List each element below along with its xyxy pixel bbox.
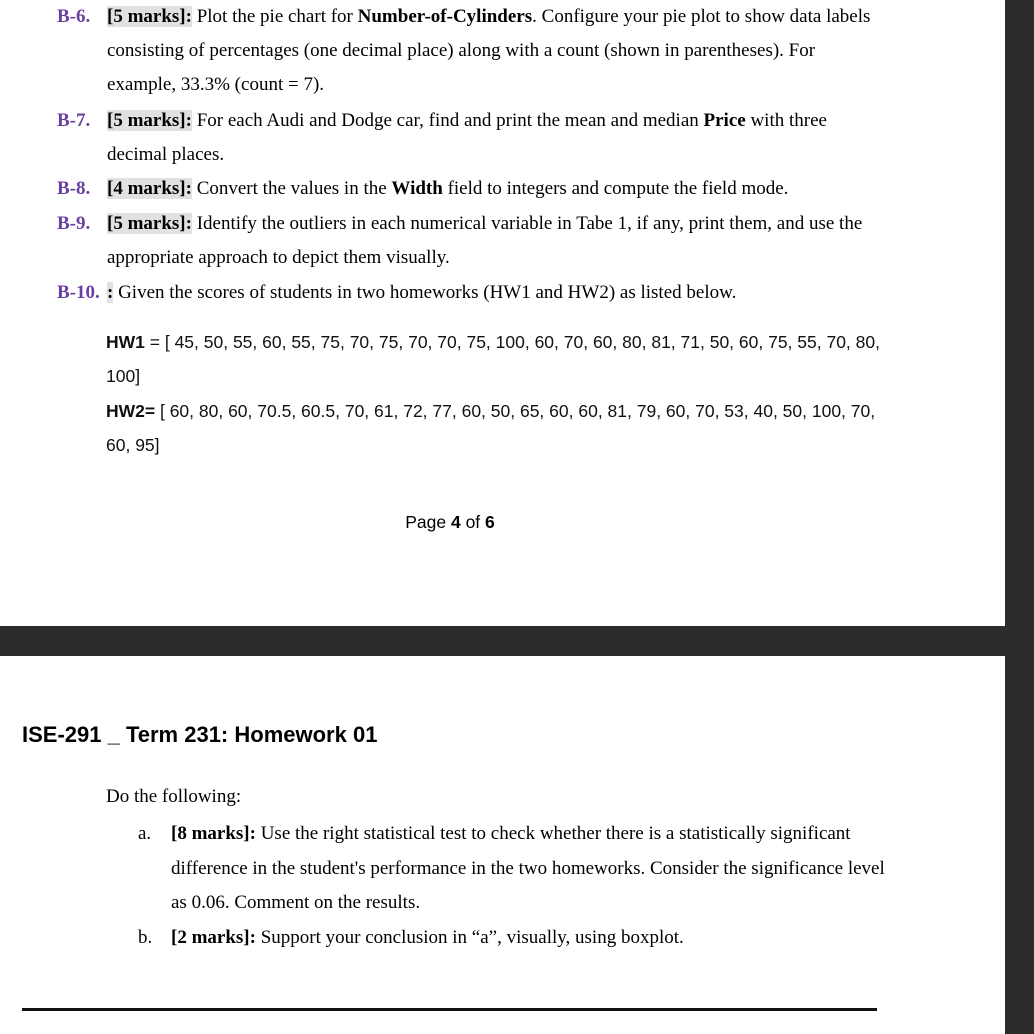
question-number: B-6. [57,6,91,27]
field-name: Width [391,178,443,199]
question-text: field to integers and compute the field mode. [442,178,789,199]
question-text: Given the scores of students in two homeworks (HW1 and HW2) as listed below. [113,282,737,303]
hw2-label: HW2= [106,401,156,421]
item-letter: b. [138,927,153,948]
marks-label: [2 marks]: [171,927,256,948]
marks-label: : [107,282,114,303]
item-letter: a. [138,823,152,844]
page-footer [0,512,900,533]
viewer-scrollbar-area[interactable] [1005,0,1034,1034]
hw1-scores [106,325,886,393]
total-page-count: 6 [485,512,495,532]
question-number: B-8. [57,178,91,199]
footer-of-label: of [460,512,486,532]
question-number: B-9. [57,213,91,234]
page-separator [0,626,1005,656]
hw1-values: [ 45, 50, 55, 60, 55, 75, 70, 75, 70, 70, 75, 100, 60, 70, 60, 80, 81, 71, 50, 60, 75, 55, 70, 80, 100] [106,332,880,386]
item-text: Support your conclusion in “a”, visually, using boxplot. [255,927,684,948]
item-text: Use the right statistical test to check whether there is a statistically significant difference in the student's performance in the two homeworks. Consider the significance level as 0.06. Comment on the results. [171,823,885,913]
field-name: Number-of-Cylinders [357,6,533,27]
current-page-number: 4 [450,512,461,532]
question-text: Plot the pie chart for [191,6,358,27]
hw2-values: [ 60, 80, 60, 70.5, 60.5, 70, 61, 72, 77, 60, 50, 65, 60, 60, 81, 79, 60, 70, 53, 40, 50, 100, 70, 60, 95] [106,401,876,455]
question-number: B-10. [57,282,100,303]
hw2-scores [106,394,886,462]
hw1-separator: = [144,332,165,352]
marks-label: [5 marks]: [107,213,192,234]
subquestion-b [138,921,898,956]
question-b7 [57,104,887,172]
marks-label: [5 marks]: [107,110,192,131]
field-name: Price [703,110,746,131]
question-text: For each Audi and Dodge car, find and print the mean and median [191,110,704,131]
footer-page-label: Page [405,512,451,532]
marks-label: [8 marks]: [171,823,256,844]
question-text: Identify the outliers in each numerical variable in Tabe 1, if any, print them, and use the appropriate approach to depict them visually. [107,213,863,268]
question-b9 [57,207,887,275]
question-text: . Configure your pie plot to show data labels consisting of percentages (one decimal place) along with a count (shown in parentheses). For example, 33.3% (count = 7). [107,6,871,95]
question-number: B-7. [57,110,91,131]
marks-label: [4 marks]: [107,178,192,199]
question-text: Convert the values in the [191,178,392,199]
question-b8 [57,172,887,206]
hw1-label: HW1 [106,332,145,352]
marks-label: [5 marks]: [107,6,192,27]
question-text: with three decimal places. [107,110,827,165]
homework-title: ISE-291 _ Term 231: Homework 01 [22,722,378,747]
question-b6 [57,0,887,102]
question-b10 [57,276,887,310]
horizontal-rule [22,1008,877,1011]
homework-intro: Do the following: [106,786,242,807]
subquestion-a [138,817,898,921]
